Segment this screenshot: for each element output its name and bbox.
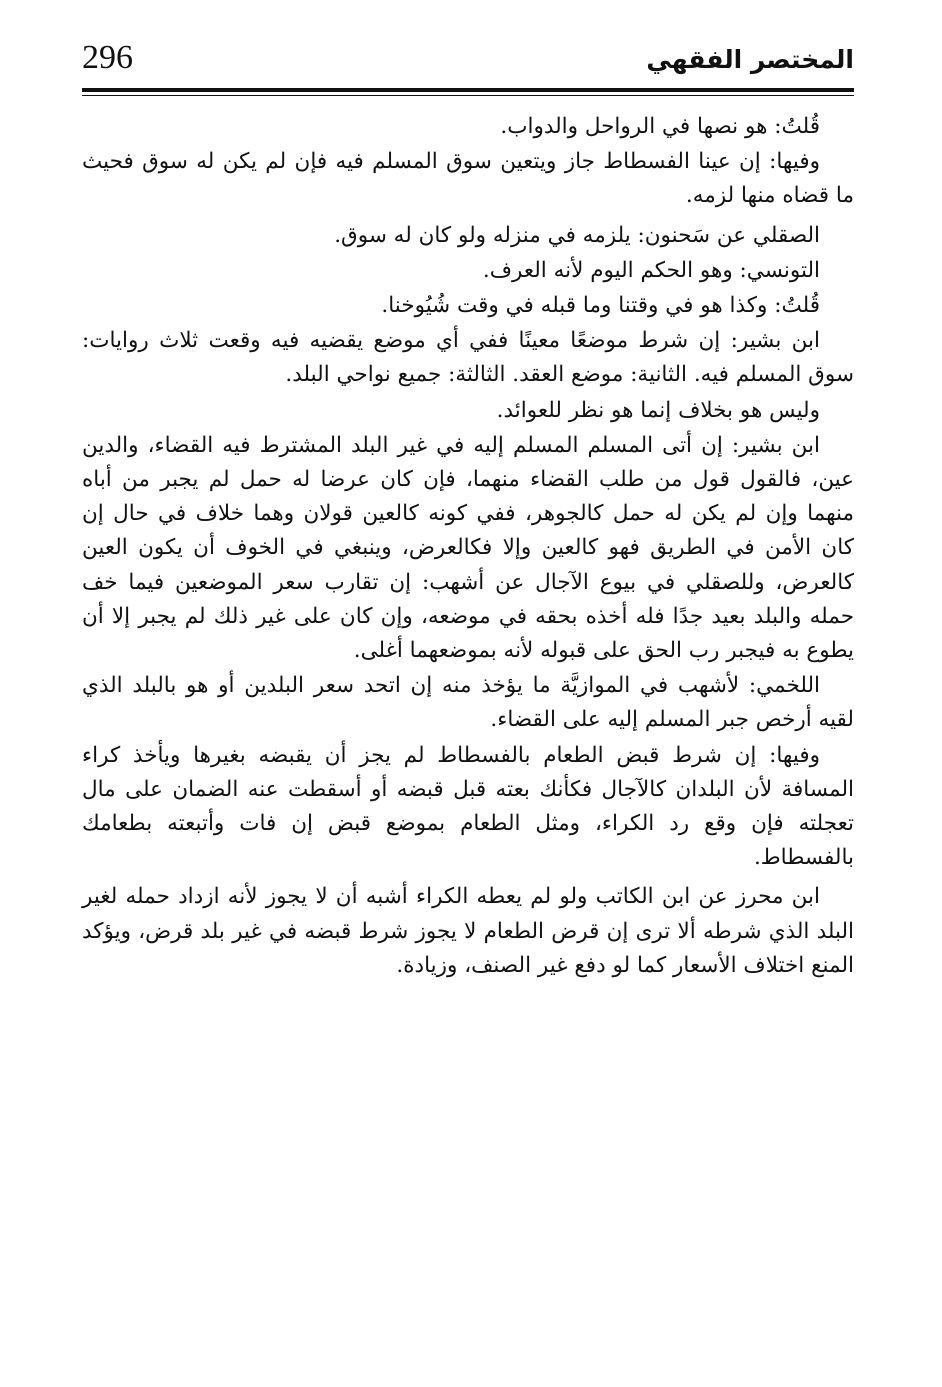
- paragraph-lakhmi: اللخمي: لأشهب في الموازيَّة ما يؤخذ منه إن اتحد سعر البلدين أو هو بالبلد الذي لقيه أرخص جبر المسلم إليه على القضاء.: [82, 673, 854, 733]
- paragraph-qult-1: قُلتُ: هو نصها في الرواحل والدواب.: [500, 114, 820, 139]
- header-rule-thin: [82, 95, 854, 96]
- paragraph-wafiha-1: وفيها: إن عينا الفسطاط جاز ويتعين سوق المسلم فيه فإن لم يكن له سوق فحيث ما قضاه منها لزمه.: [82, 149, 854, 209]
- running-title: المختصر الفقهي: [646, 45, 854, 74]
- body-text: [82, 110, 854, 983]
- paragraph-ibn-muhriz: ابن محرز عن ابن الكاتب ولو لم يعطه الكراء أشبه أن لا يجوز لأنه ازداد حمله لغير البلد الذي شرطه ألا ترى إن قرض الطعام لا يجوز شرط قبضه في غير بلد قرض، ويؤكد المنع اختلاف الأسعار كما لو دفع غير الصنف، وزيادة.: [82, 884, 854, 978]
- paragraph-siqilli: الصقلي عن سَحنون: يلزمه في منزله ولو كان له سوق.: [334, 222, 820, 248]
- paragraph-tunisi: التونسي: وهو الحكم اليوم لأنه العرف.: [482, 257, 820, 283]
- page-number: 296: [82, 39, 133, 76]
- paragraph-qult-2: قُلتُ: وكذا هو في وقتنا وما قبله في وقت شُيُوخنا.: [381, 293, 820, 319]
- paragraph-ibn-bashir-1: ابن بشير: إن شرط موضعًا معينًا ففي أي موضع يقضيه فيه وقعت ثلاث روايات: سوق المسلم فيه. الثانية: موضع العقد. الثالثة: جميع نواحي البلد.: [82, 328, 854, 388]
- paragraph-wafiha-2: وفيها: إن شرط قبض الطعام بالفسطاط لم يجز أن يقبضه بغيرها ويأخذ كراء المسافة لأن البلدان كالآجال فكأنك بعته قبل قبضه أو أسقطت عنه الضمان على مال تعجلته فإن وقع رد الكراء، ومثل الطعام بموضع قبض إن فات وأتبعته بطعامك بالفسطاط.: [82, 742, 854, 871]
- header-rule-thick: [82, 88, 854, 92]
- page-header: [82, 38, 854, 90]
- paragraph-ibn-bashir-2: ابن بشير: إن أتى المسلم المسلم إليه في غير البلد المشترط فيه القضاء، والدين عين، فالقول قول من طلب القضاء منهما، فإن كان عرضا له حمل لم يجبر من أباه منهما وإن لم يكن له حمل كالجوهر، ففي كونه كالعين قولان وهما خلاف في حال إن كان الأمن في الطريق فهو كالعين وإلا فكالعرض، وينبغي في الخوف أن يكون العين كالعرض، وللصقلي في بيوع الآجال عن أشهب: إن تقارب سعر الموضعين فيما خف حمله والبلد بعيد جدًا فله أخذه بحقه في موضعه، وإن كان على غير ذلك لم يجبر إلا أن يطوع به فيجبر رب الحق على قبوله لأنه بموضعهما أغلى.: [82, 432, 854, 664]
- paragraph-laysa: وليس هو بخلاف إنما هو نظر للعوائد.: [496, 397, 820, 423]
